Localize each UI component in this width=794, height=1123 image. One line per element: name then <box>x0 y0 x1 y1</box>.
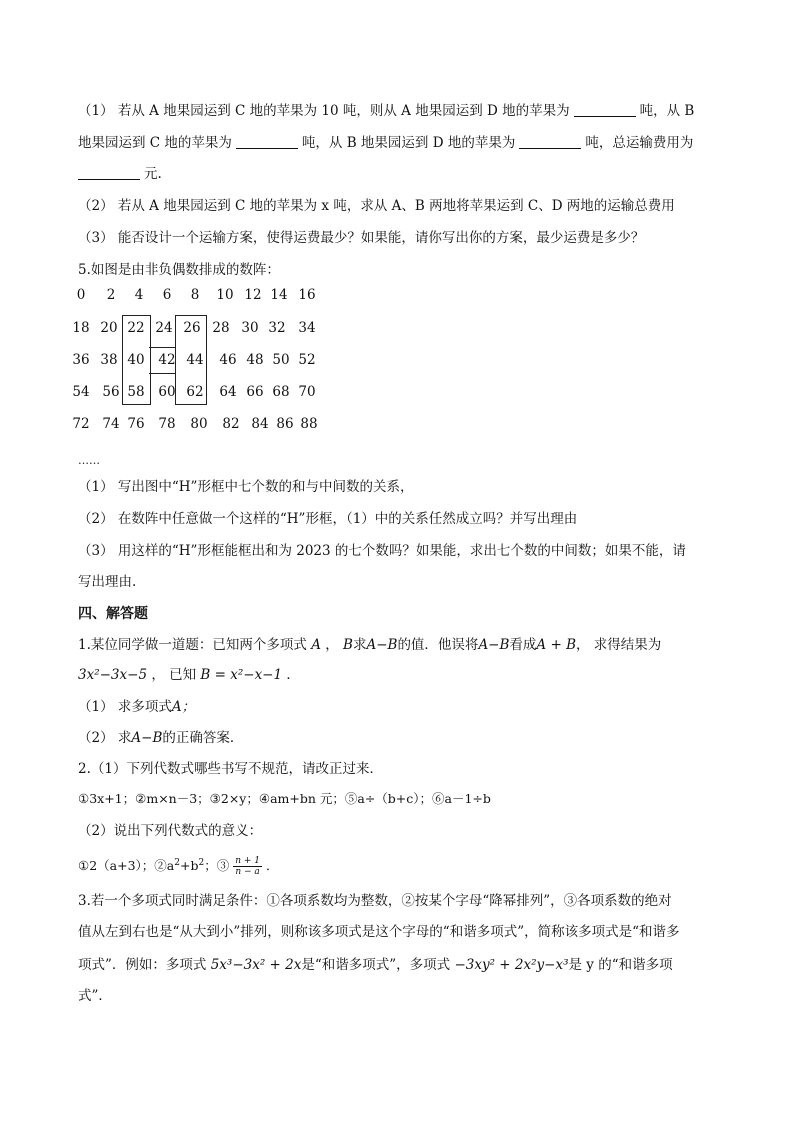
grid-cell: 28 <box>212 320 230 336</box>
grid-cell: 36 <box>72 352 90 368</box>
grid-cell: 66 <box>246 384 264 400</box>
q42-items1: ①3x+1；②m×n－3；③2×y；④am+bn 元；⑤a÷（b+c）；⑥a－1÷b <box>78 791 491 806</box>
grid-cell: 14 <box>270 287 288 303</box>
grid-cell: 60 <box>158 384 176 400</box>
grid-cell: 46 <box>219 352 237 368</box>
q-part1-line3: 元. <box>78 164 162 184</box>
h-frame-left-bar <box>122 315 151 405</box>
grid-cell: 2 <box>106 287 116 303</box>
q42-line1: 2.（1）下列代数式哪些书写不规范，请改正过来． <box>78 761 383 777</box>
grid-cell: 70 <box>298 384 316 400</box>
q41-line2: 3x²−3x−5 ， 已知 B = x²−x−1 ． <box>78 667 300 683</box>
grid-cell: 4 <box>134 287 144 303</box>
q-part1-line1: （1） 若从 A 地果园运到 C 地的苹果为 10 吨，则从 A 地果园运到 D 地的苹果为 吨，从 B <box>78 103 695 119</box>
grid-cell: 26 <box>183 320 201 336</box>
answer-blank[interactable] <box>519 134 581 149</box>
h-frame-right-bar <box>175 315 207 405</box>
grid-cell: 52 <box>298 352 316 368</box>
answer-blank[interactable] <box>78 165 140 180</box>
grid-cell: 18 <box>72 320 90 336</box>
grid-cell: 8 <box>190 287 200 303</box>
grid-cell: 74 <box>102 416 120 432</box>
grid-cell: 64 <box>219 384 237 400</box>
grid-cell: 48 <box>246 352 264 368</box>
grid-cell: 68 <box>272 384 290 400</box>
grid-cell: 80 <box>190 416 208 432</box>
problem5-q3: （3） 用这样的“H”形框能框出和为 2023 的七个数吗？如果能，求出七个数的中间数；如果不能，请 <box>78 543 686 559</box>
grid-cell: 20 <box>100 320 118 336</box>
grid-cell: 50 <box>272 352 290 368</box>
q42-line3: （2）说出下列代数式的意义： <box>78 823 263 839</box>
grid-cell: 6 <box>162 287 172 303</box>
grid-cell: 12 <box>244 287 262 303</box>
grid-cell: 84 <box>251 416 269 432</box>
grid-cell: 56 <box>102 384 120 400</box>
problem5-q1: （1） 写出图中“H”形框中七个数的和与中间数的关系， <box>78 479 414 495</box>
grid-cell: 76 <box>127 416 145 432</box>
q-part1-line2: 地果园运到 C 地的苹果为 吨，从 B 地果园运到 D 地的苹果为 吨，总运输费用为 <box>78 135 694 151</box>
grid-cell: 10 <box>216 287 234 303</box>
grid-cell: 44 <box>186 352 204 368</box>
grid-cell: 22 <box>127 320 145 336</box>
q42-items2: ①2（a+3）；$②a^2+b^2$；③ $\frac{n + 1}{n - a}$ ． <box>78 856 279 878</box>
answer-blank[interactable] <box>574 102 636 117</box>
section-title: 四、解答题 <box>78 606 148 622</box>
grid-cell: 30 <box>241 320 259 336</box>
grid-cell: 58 <box>127 384 145 400</box>
grid-ellipsis: …… <box>78 454 100 467</box>
q-part3: （3） 能否设计一个运输方案，使得运费最少？如果能，请你写出你的方案，最少运费是多少？ <box>78 230 645 246</box>
grid-cell: 62 <box>186 384 204 400</box>
grid-cell: 42 <box>158 352 176 368</box>
grid-cell: 82 <box>222 416 240 432</box>
grid-cell: 38 <box>100 352 118 368</box>
q41-sub2: （2） 求A−B的正确答案． <box>78 730 244 746</box>
grid-cell: 88 <box>300 416 318 432</box>
q43-line2: 值从左到右也是“从大到小”排列，则称该多项式是这个字母的“和谐多项式”，简称该多项式是“和谐多 <box>78 924 680 940</box>
answer-blank[interactable] <box>236 134 298 149</box>
grid-cell: 24 <box>155 320 173 336</box>
grid-cell: 0 <box>76 287 86 303</box>
problem5-intro: 5.如图是由非负偶数排成的数阵： <box>78 262 280 278</box>
fraction: $\frac{n + 1}{n - a}$ <box>235 856 260 878</box>
grid-cell: 86 <box>276 416 294 432</box>
grid-cell: 34 <box>298 320 316 336</box>
q-part2: （2） 若从 A 地果园运到 C 地的苹果为 x 吨，求从 A、B 两地将苹果运到 C、D 两地的运输总费用 <box>78 198 675 214</box>
q43-line4: 式”． <box>78 988 112 1004</box>
grid-cell: 78 <box>158 416 176 432</box>
grid-cell: 72 <box>72 416 90 432</box>
grid-cell: 54 <box>72 384 90 400</box>
grid-cell: 32 <box>268 320 286 336</box>
h-frame-middle <box>149 347 175 374</box>
problem5-q2: （2） 在数阵中任意做一个这样的“H”形框，（1）中的关系任然成立吗？并写出理由 <box>78 511 578 527</box>
q43-line3: 项式”．例如：多项式 5x³−3x² + 2x是“和谐多项式”，多项式 −3xy² + 2x²y−x³是 y 的“和谐多项 <box>78 957 673 973</box>
q43-line1: 3.若一个多项式同时满足条件：①各项系数均为整数，②按某个字母“降幂排列”，③各项系数的绝对 <box>78 893 672 909</box>
q41-line1: 1.某位同学做一道题：已知两个多项式 A ， B求A−B的值．他误将A−B看成A + B， 求得结果为 <box>78 637 662 653</box>
grid-cell: 16 <box>298 287 316 303</box>
q41-sub1: （1） 求多项式A； <box>78 699 196 715</box>
grid-cell: 40 <box>127 352 145 368</box>
problem5-q3-cont: 写出理由. <box>78 574 137 590</box>
